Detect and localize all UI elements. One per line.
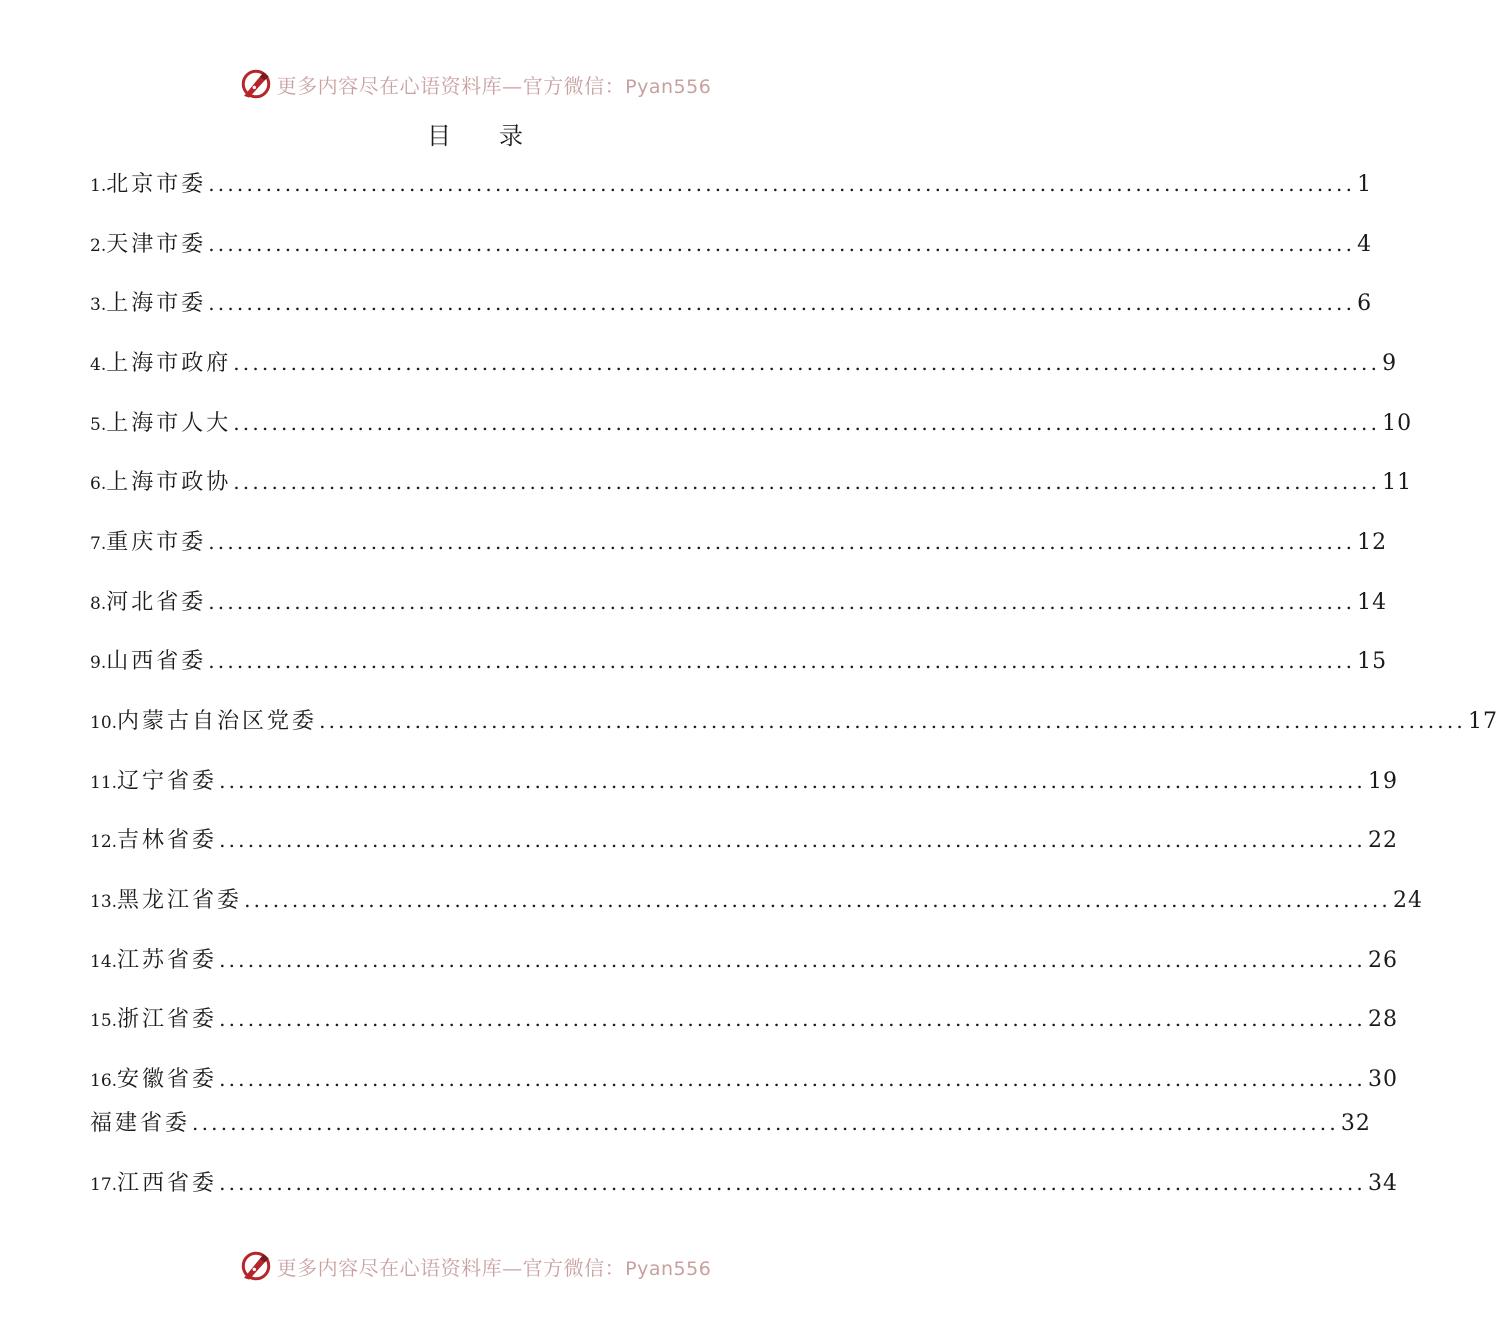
toc-entry[interactable] xyxy=(90,1167,1398,1199)
toc-entry-page-number: 1 xyxy=(1357,172,1373,197)
toc-entry-number: 14. xyxy=(90,952,118,972)
toc-entry-page-number: 22 xyxy=(1367,828,1398,853)
toc-entry-label: 福建省委 xyxy=(90,1111,191,1136)
toc-entry-page-number: 14 xyxy=(1357,590,1388,615)
toc-entry-label: 江苏省委 xyxy=(117,948,218,973)
toc-dot-leader: ........................................................................................................................ xyxy=(244,888,1391,912)
toc-dot-leader: ........................................................................................................................ xyxy=(208,530,1356,554)
toc-entry-page-number: 4 xyxy=(1357,232,1373,257)
toc-dot-leader: ........................................................................................................................ xyxy=(192,1111,1339,1135)
toc-entry-number: 7. xyxy=(90,534,107,554)
toc-entry-page-number: 6 xyxy=(1357,291,1373,316)
toc-entry-number: 9. xyxy=(90,653,107,673)
toc-entry-page-number: 24 xyxy=(1392,888,1423,913)
toc-entry-label: 内蒙古自治区党委 xyxy=(117,709,318,734)
toc-entry-number: 13. xyxy=(90,892,118,912)
toc-entry-label: 上海市委 xyxy=(106,291,207,316)
toc-entry-page-number: 34 xyxy=(1367,1171,1398,1196)
toc-entry-label: 上海市政协 xyxy=(106,470,232,495)
pen-nib-logo-icon xyxy=(239,1249,273,1283)
toc-dot-leader: ........................................................................................................................ xyxy=(219,1007,1366,1031)
toc-entry-label: 吉林省委 xyxy=(117,828,218,853)
pen-nib-logo-icon xyxy=(239,67,273,101)
toc-entry[interactable] xyxy=(90,1107,1371,1139)
toc-dot-leader: ........................................................................................................................ xyxy=(219,948,1366,972)
toc-entry-number: 17. xyxy=(90,1175,118,1195)
toc-entry[interactable] xyxy=(90,407,1413,439)
toc-entry-label: 河北省委 xyxy=(106,590,207,615)
toc-entry-page-number: 17 xyxy=(1467,709,1498,734)
toc-entry-number: 1. xyxy=(90,176,107,196)
toc-entry-number: 16. xyxy=(90,1071,118,1091)
toc-entry-label: 天津市委 xyxy=(106,232,207,257)
toc-entry-page-number: 9 xyxy=(1382,351,1398,376)
toc-dot-leader: ........................................................................................................................ xyxy=(208,172,1356,196)
toc-entry-number: 3. xyxy=(90,295,107,315)
toc-entry-number: 5. xyxy=(90,415,107,435)
toc-entry[interactable] xyxy=(90,884,1423,916)
watermark-banner-top xyxy=(0,64,950,104)
toc-entry-page-number: 11 xyxy=(1382,470,1413,495)
toc-entry-label: 北京市委 xyxy=(106,172,207,197)
toc-entry[interactable] xyxy=(90,645,1388,677)
toc-entry-label: 江西省委 xyxy=(117,1171,218,1196)
toc-entry-page-number: 15 xyxy=(1357,649,1388,674)
toc-entry-label: 山西省委 xyxy=(106,649,207,674)
toc-dot-leader: ........................................................................................................................ xyxy=(208,232,1356,256)
toc-dot-leader: ........................................................................................................................ xyxy=(208,649,1356,673)
toc-title: 目 录 xyxy=(427,122,523,150)
toc-entry[interactable] xyxy=(90,1003,1398,1035)
toc-entry[interactable] xyxy=(90,1063,1398,1095)
toc-entry[interactable] xyxy=(90,765,1398,797)
toc-entry-number: 2. xyxy=(90,236,107,256)
toc-entry[interactable] xyxy=(90,944,1398,976)
toc-dot-leader: ........................................................................................................................ xyxy=(233,470,1381,494)
toc-entry-page-number: 10 xyxy=(1382,411,1413,436)
toc-dot-leader: ........................................................................................................................ xyxy=(219,828,1366,852)
toc-entry[interactable] xyxy=(90,526,1388,558)
toc-dot-leader: ........................................................................................................................ xyxy=(233,351,1381,375)
toc-entry-label: 安徽省委 xyxy=(117,1067,218,1092)
toc-dot-leader: ........................................................................................................................ xyxy=(208,590,1356,614)
toc-entry-label: 黑龙江省委 xyxy=(117,888,243,913)
toc-entry[interactable] xyxy=(90,466,1413,498)
toc-entry[interactable] xyxy=(90,705,1498,737)
toc-entry-number: 10. xyxy=(90,713,118,733)
toc-dot-leader: ........................................................................................................................ xyxy=(208,291,1356,315)
toc-entry-number: 11. xyxy=(90,773,118,793)
toc-entry-label: 浙江省委 xyxy=(117,1007,218,1032)
toc-entry[interactable] xyxy=(90,586,1388,618)
toc-entry-page-number: 12 xyxy=(1357,530,1388,555)
toc-entry[interactable] xyxy=(90,347,1398,379)
toc-entry[interactable] xyxy=(90,824,1398,856)
toc-entry-page-number: 26 xyxy=(1367,948,1398,973)
toc-entry-number: 8. xyxy=(90,594,107,614)
watermark-banner-bottom xyxy=(0,1246,950,1286)
toc-dot-leader: ........................................................................................................................ xyxy=(233,411,1381,435)
toc-entry-label: 辽宁省委 xyxy=(117,769,218,794)
toc-entry-number: 12. xyxy=(90,832,118,852)
toc-entry-page-number: 19 xyxy=(1367,769,1398,794)
watermark-text: 更多内容尽在心语资料库—官方微信：Pyan556 xyxy=(276,73,712,98)
watermark-text: 更多内容尽在心语资料库—官方微信：Pyan556 xyxy=(276,1255,712,1280)
toc-entry-number: 6. xyxy=(90,474,107,494)
toc-entry-label: 上海市人大 xyxy=(106,411,232,436)
toc-dot-leader: ........................................................................................................................ xyxy=(219,769,1366,793)
toc-entry-number: 15. xyxy=(90,1011,118,1031)
toc-entry[interactable] xyxy=(90,287,1373,319)
toc-entry[interactable] xyxy=(90,228,1373,260)
toc-entry[interactable] xyxy=(90,168,1373,200)
toc-entry-page-number: 28 xyxy=(1367,1007,1398,1032)
toc-entry-page-number: 32 xyxy=(1340,1111,1371,1136)
toc-entry-page-number: 30 xyxy=(1367,1067,1398,1092)
toc-entry-number: 4. xyxy=(90,355,107,375)
toc-entry-label: 重庆市委 xyxy=(106,530,207,555)
toc-dot-leader: ........................................................................................................................ xyxy=(219,1171,1366,1195)
toc-entry-label: 上海市政府 xyxy=(106,351,232,376)
toc-dot-leader: ........................................................................................................................ xyxy=(319,709,1466,733)
toc-dot-leader: ........................................................................................................................ xyxy=(219,1067,1366,1091)
